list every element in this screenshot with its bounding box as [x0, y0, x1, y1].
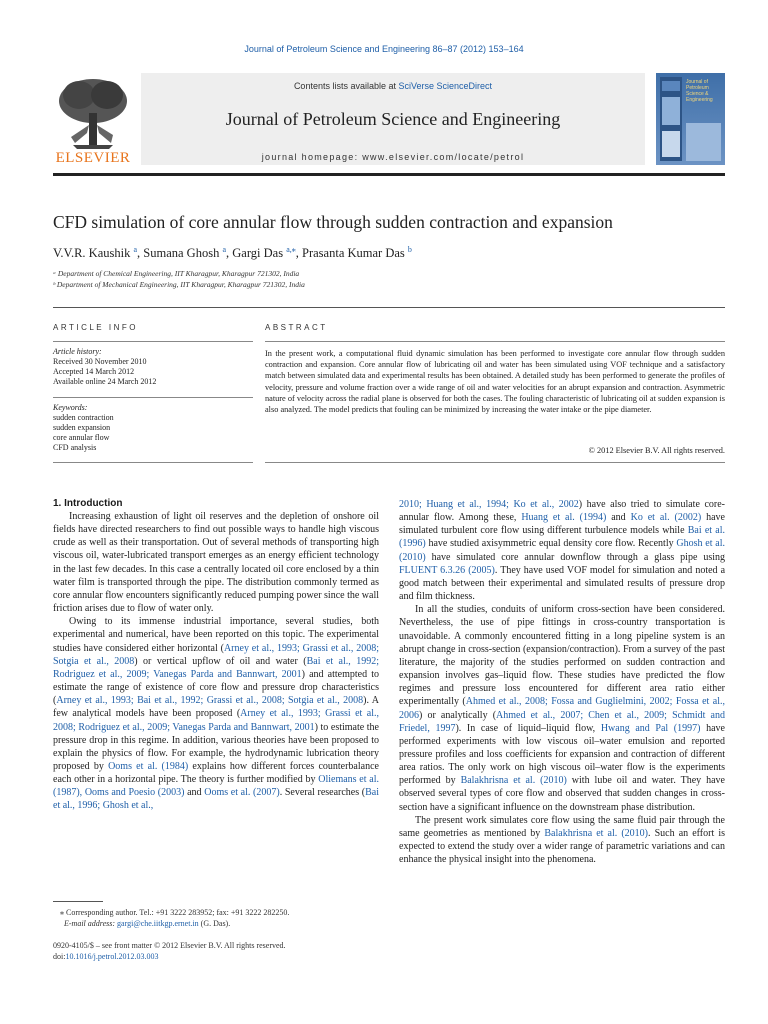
text-run: In all the studies, conduits of uniform cross-section have been considered. Nevertheless, the use of pipe fittings in cross-country transportation is unavoidable. A commonly encountered fitting in a long pipeline system is an abrupt change in cross-section (expansion/contraction). From a survey of the past literature, the majority of the studies performed on sudden contraction and expansion involves gas–liquid flow. These studies have predicted the flow regimes and pressure loss encountered for different area ratio either experimentally ( — [399, 604, 725, 708]
section-heading-introduction: 1. Introduction — [53, 498, 123, 509]
text-run: The present work simulates core flow using the same fluid pair through the same geometries as mentioned by — [399, 814, 725, 839]
text-run: have studied axisymmetric equal density core flow. Recently — [425, 538, 677, 550]
email-label: E-mail address: — [64, 919, 118, 928]
citation-link[interactable]: Balakhrisna et al. (2010) — [460, 775, 567, 787]
citation-link[interactable]: Huang et al. (1994) — [521, 512, 607, 524]
body-column-left — [53, 510, 379, 813]
text-run: with lube oil and water. They have observed several types of core flow and observed that sudden changes in cross-section have a significant influence on the downstream phase distribution. — [399, 775, 725, 813]
divider — [53, 341, 253, 342]
text-run: ). A few analytical models have been proposed ( — [53, 695, 380, 720]
footnote-rule — [53, 901, 103, 902]
journal-cover-thumbnail[interactable] — [656, 73, 725, 165]
abstract-copyright: © 2012 Elsevier B.V. All rights reserved. — [588, 446, 725, 455]
history-online: Available online 24 March 2012 — [53, 377, 157, 386]
citation-link[interactable]: Bai et al., 1996; Ghosh et al., — [53, 787, 379, 812]
cover-title: Journal of Petroleum Science & Engineering — [686, 79, 713, 103]
citation-link[interactable]: Ooms et al. (1984) — [108, 760, 189, 772]
paper-title: CFD simulation of core annular flow through sudden contraction and expansion — [53, 212, 613, 232]
journal-banner — [141, 73, 645, 165]
author-affil-marker[interactable]: a — [222, 245, 227, 254]
text-run: ) and attempted to estimate the range of existence of core flow and pressure drop characteristics ( — [53, 668, 379, 707]
author-affil-marker[interactable]: a,⁎ — [286, 245, 296, 254]
text-run: . Several researches ( — [279, 787, 366, 799]
article-history — [53, 347, 156, 387]
elsevier-wordmark: ELSEVIER — [55, 150, 131, 166]
citation-link[interactable]: Bai et al., 1992; Rodriguez et al., 2009; Vanegas Parda and Bannwart, 2001 — [53, 655, 379, 680]
corresponding-author-note: ⁎ Corresponding author. Tel.: +91 3222 283952; fax: +91 3222 282250. — [60, 908, 290, 917]
doi-prefix: doi: — [53, 952, 66, 961]
affiliation-a: ᵃ Department of Chemical Engineering, IIT Kharagpur, Kharagpur 721302, India — [53, 269, 300, 278]
text-run: ) or analytically ( — [419, 709, 497, 721]
journal-homepage[interactable]: journal homepage: www.elsevier.com/locate/petrol — [261, 152, 525, 162]
history-label: Article history: — [53, 347, 102, 356]
text-run: have simulated turbulent core flow using different turbulence models while — [399, 512, 725, 537]
citation-link[interactable]: Ko et al. (2002) — [630, 512, 702, 524]
citation-link[interactable]: 2010; Huang et al., 1994; Ko et al., 2002 — [399, 499, 579, 510]
email-note — [64, 918, 230, 929]
front-matter-line: 0920-4105/$ – see front matter © 2012 Elsevier B.V. All rights reserved. — [53, 941, 286, 950]
author-name: Sumana Ghosh — [143, 246, 220, 261]
citation-link[interactable]: Hwang and Pal (1997) — [600, 722, 701, 734]
citation-link[interactable]: Arney et al., 1993; Grassi et al., 2008; Sotgia et al., 2008 — [53, 642, 379, 667]
keyword: sudden expansion — [53, 423, 111, 432]
body-column-right — [399, 498, 725, 866]
author-name: Prasanta Kumar Das — [302, 246, 405, 261]
doi-line — [53, 951, 159, 962]
citation-link[interactable]: Ahmed et al., 2008; Fossa and Guglielmini, 2002; Fossa et al., 2006 — [399, 696, 725, 721]
author-affil-marker[interactable]: a — [133, 245, 138, 254]
text-run: ) to estimate the pressure drop in this regime. In addition, various theories have been proposed to explain the physics of flow. For example, the hydrodynamic lubrication theory proposed by — [53, 721, 379, 772]
citation-link[interactable]: Ghosh et al. (2010) — [399, 538, 726, 563]
abstract-text: In the present work, a computational fluid dynamic simulation has been performed to investigate core annular flow through sudden contraction and expansion. Core annular flow of lubricating oil and water has been simulated using VOF technique and a satisfactory match between simulated data and experimental results has been obtained. A detailed study has been performed to generate the profiles of velocity, pressure and volume fraction over a wide range of oil and water velocities for an abrupt expansion and contraction. Asymmetric nature of velocity across the radial plane is observed for both the cases. The fouling characteristic of lubricating oil at sudden expansion is also analyzed. The model predicts that fouling can be minimized by increasing the water intake or the pipe diameter. — [265, 349, 725, 415]
contents-available-line — [141, 81, 645, 91]
author-name: V.V.R. Kaushik — [53, 246, 131, 261]
divider — [265, 462, 725, 463]
elsevier-tree-icon — [53, 73, 133, 151]
email-link[interactable]: gargi@che.iitkgp.ernet.in — [117, 919, 199, 928]
text-run: ) have also tried to simulate core-annular flow. Among these, — [399, 499, 725, 524]
author-name: Gargi Das — [232, 246, 284, 261]
text-run: . They have used VOF model for simulation and noted a good match between their experimental and simulated results of pressure drop and film thickness. — [399, 564, 726, 603]
history-received: Received 30 November 2010 — [53, 357, 147, 366]
text-run: have simulated core annular downflow through a glass pipe using — [425, 551, 725, 563]
text-run: ) or vertical upflow of oil and water ( — [134, 655, 307, 667]
citation-link[interactable]: Balakhrisna et al. (2010) — [544, 827, 649, 839]
divider — [53, 397, 253, 398]
doi-link[interactable]: 10.1016/j.petrol.2012.03.003 — [65, 952, 159, 961]
author-affil-marker[interactable]: b — [407, 245, 412, 254]
affiliation-b: ᵇ Department of Mechanical Engineering, IIT Kharagpur, Kharagpur 721302, India — [53, 280, 305, 289]
elsevier-logo[interactable] — [53, 73, 133, 169]
journal-reference-link[interactable]: Journal of Petroleum Science and Engineering 86–87 (2012) 153–164 — [244, 44, 524, 54]
citation-link[interactable]: FLUENT 6.3.26 (2005) — [399, 564, 495, 576]
text-run: have performed experiments with low viscous oil–water emulsion and reported pressure profiles and loss coefficients for expansion and contraction of different area ratios. The only work on high viscous oil–water flow is the experiments performed by — [399, 722, 725, 787]
divider — [53, 462, 253, 463]
keywords — [53, 403, 114, 453]
article-info-heading: ARTICLE INFO — [53, 323, 138, 332]
text-run: ). In case of liquid–liquid flow, — [455, 722, 601, 734]
title-block-rule — [53, 307, 725, 308]
sciencedirect-link[interactable]: SciVerse ScienceDirect — [398, 81, 493, 91]
paragraph: Increasing exhaustion of light oil reserves and the depletion of onshore oil fields have directed researchers to find out possible ways to handle high viscous crude as well as their transportation. Out of several methods of transporting high viscous oil, water-lubricated transport emerges as an energy efficient technology in the last few decades. In this case a centrally located oil core enclosed by a thin water film is transported through the pipe. The distribution commonly termed as core annular flow encounters significantly reduced pumping power since the wall friction arises due to flow of water only. — [53, 511, 380, 615]
divider — [265, 341, 725, 342]
text-run: and — [606, 512, 631, 524]
journal-header — [53, 73, 725, 171]
citation-link[interactable]: Arney et al., 1993; Grassi et al., 2008; Rodriguez et al., 2009; Vanegas Parda and Bannwart, 2001 — [53, 708, 380, 733]
citation-link[interactable]: Oliemans et al. (1987), Ooms and Poesio (2003) — [53, 774, 379, 799]
paragraph — [53, 615, 379, 812]
text-run: explains how different forces counterbalance each other in a horizontal pipe. The theory is further modified by — [53, 760, 379, 786]
paragraph — [399, 603, 725, 814]
contents-prefix: Contents lists available at — [293, 81, 399, 91]
author-list: V.V.R. Kaushik $^a$, Sumana Ghosh $^a$, Gargi Das $^{a,⁎}$, Prasanta Kumar Das $^b$ — [53, 245, 412, 261]
abstract-heading: ABSTRACT — [265, 323, 328, 332]
paragraph — [399, 814, 725, 867]
citation-link[interactable]: Ooms et al. (2007) — [204, 787, 280, 799]
journal-name: Journal of Petroleum Science and Engineering — [225, 109, 561, 129]
keyword: core annular flow — [53, 433, 110, 442]
citation-link[interactable]: Arney et al., 1993; Bai et al., 1992; Grassi et al., 2008; Sotgia et al., 2008 — [56, 695, 364, 707]
header-rule — [53, 173, 725, 176]
keywords-label: Keywords: — [53, 403, 88, 412]
history-accepted: Accepted 14 March 2012 — [53, 367, 135, 376]
text-run: and — [184, 787, 205, 799]
paragraph-continued — [399, 498, 725, 603]
keyword: sudden contraction — [53, 413, 114, 422]
citation-link[interactable]: Bai et al. (1996) — [399, 525, 725, 550]
citation-link[interactable]: Ahmed et al., 2007; Chen et al., 2009; Schmidt and Friedel, 1997 — [399, 709, 725, 734]
text-run: . Such an effort is expected to extend the study over a wider range of parametric variations and can enhance the physical insight into the phenomena. — [399, 827, 725, 866]
text-run: Owing to its immense industrial importance, several studies, both experimental and numerical, have been reported on this topic. The experimental studies have considered either horizontal ( — [53, 616, 379, 654]
keyword: CFD analysis — [53, 443, 97, 452]
email-suffix: (G. Das). — [198, 919, 231, 928]
